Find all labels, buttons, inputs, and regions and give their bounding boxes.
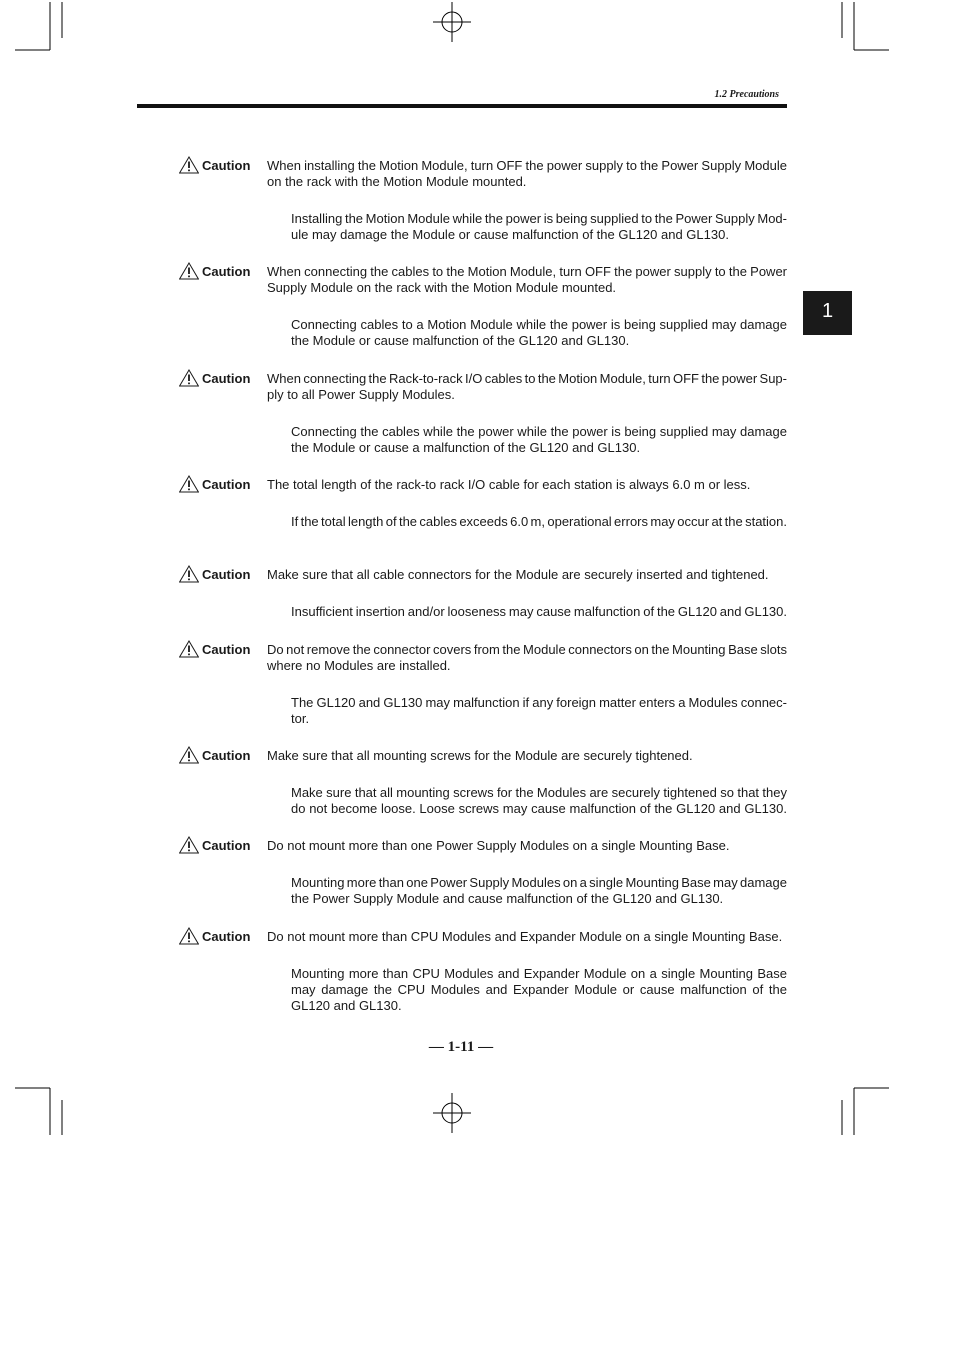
- statement-line: Do not mount more than CPU Modules and Expander Module on a single Mounting Base.: [267, 929, 783, 944]
- explanation-line: Connecting the cables while the power while the power is being supplied may damage: [291, 424, 787, 439]
- explanation-line: Insufficient insertion and/or looseness may cause malfunction of the GL120 and GL130.: [291, 604, 787, 619]
- caution-block: [0, 264, 954, 349]
- caution-label-text: Caution: [202, 371, 251, 386]
- explanation-line: If the total length of the cables exceeds 6.0 m, operational errors may occur at the station.: [291, 514, 787, 529]
- caution-label: [179, 371, 259, 387]
- page-number: — 1-11 —: [428, 1039, 494, 1055]
- explanation-line: Mounting more than one Power Supply Modules on a single Mounting Base may damage: [291, 875, 787, 890]
- explanation-line: Make sure that all mounting screws for the Modules are securely tightened so that they: [291, 785, 787, 800]
- explanation-line: the Power Supply Module and cause malfunction of the GL120 and GL130.: [291, 891, 724, 906]
- caution-label: [179, 929, 259, 945]
- warning-triangle-icon: [179, 156, 199, 174]
- caution-block: [0, 929, 954, 1014]
- caution-statement: [267, 371, 787, 403]
- caution-label: [179, 838, 259, 854]
- caution-statement: [267, 838, 787, 854]
- explanation-line: Connecting cables to a Motion Module while the power is being supplied may damage: [291, 317, 787, 332]
- caution-block: [0, 158, 954, 243]
- caution-label-text: Caution: [202, 929, 251, 944]
- statement-line: on the rack with the Motion Module mounted.: [267, 174, 527, 189]
- caution-explanation: [291, 317, 787, 349]
- chapter-tab-number: 1: [821, 300, 834, 322]
- explanation-line: do not become loose. Loose screws may cause malfunction of the GL120 and GL130.: [291, 801, 787, 816]
- caution-explanation: [291, 966, 787, 1014]
- registration-mark-bottom: [433, 1093, 471, 1133]
- warning-triangle-icon: [179, 369, 199, 387]
- caution-label-text: Caution: [202, 477, 251, 492]
- explanation-line: Installing the Motion Module while the power is being supplied to the Power Supply Mod-: [291, 211, 787, 226]
- statement-line: where no Modules are installed.: [267, 658, 451, 673]
- caution-label: [179, 567, 259, 583]
- caution-statement: [267, 567, 787, 583]
- running-head-section-title: 1.2 Precautions: [714, 89, 779, 100]
- crop-mark-top-left: [15, 2, 62, 50]
- warning-triangle-icon: [179, 640, 199, 658]
- registration-mark-top: [433, 2, 471, 42]
- caution-explanation: [291, 695, 787, 727]
- caution-label: [179, 477, 259, 493]
- crop-mark-top-right: [842, 2, 889, 50]
- explanation-line: ule may damage the Module or cause malfunction of the GL120 and GL130.: [291, 227, 729, 242]
- caution-explanation: [291, 875, 787, 907]
- caution-statement: [267, 748, 787, 764]
- warning-triangle-icon: [179, 475, 199, 493]
- explanation-line: tor.: [291, 711, 310, 726]
- warning-triangle-icon: [179, 262, 199, 280]
- caution-explanation: [291, 604, 787, 620]
- caution-label: [179, 158, 259, 174]
- caution-block: [0, 748, 954, 817]
- caution-label-text: Caution: [202, 642, 251, 657]
- statement-line: When installing the Motion Module, turn OFF the power supply to the Power Supply Module: [267, 158, 787, 173]
- caution-statement: [267, 929, 787, 945]
- caution-explanation: [291, 211, 787, 243]
- caution-label-text: Caution: [202, 158, 251, 173]
- caution-statement: [267, 477, 787, 493]
- caution-block: [0, 642, 954, 727]
- caution-explanation: [291, 424, 787, 456]
- caution-block: [0, 567, 954, 620]
- caution-label-text: Caution: [202, 838, 251, 853]
- statement-line: When connecting the cables to the Motion Module, turn OFF the power supply to the Power: [267, 264, 787, 279]
- caution-label: [179, 748, 259, 764]
- statement-line: When connecting the Rack-to-rack I/O cables to the Motion Module, turn OFF the power Sup-: [267, 371, 787, 386]
- statement-line: Do not mount more than one Power Supply Modules on a single Mounting Base.: [267, 838, 730, 853]
- caution-statement: [267, 158, 787, 190]
- header-rule: [137, 104, 787, 108]
- statement-line: Supply Module on the rack with the Motion Module mounted.: [267, 280, 617, 295]
- crop-mark-bottom-left: [15, 1088, 62, 1135]
- warning-triangle-icon: [179, 565, 199, 583]
- caution-label-text: Caution: [202, 748, 251, 763]
- statement-line: Make sure that all cable connectors for the Module are securely inserted and tightened.: [267, 567, 769, 582]
- explanation-line: the Module or cause malfunction of the GL120 and GL130.: [291, 333, 630, 348]
- explanation-line: Mounting more than CPU Modules and Expander Module on a single Mounting Base: [291, 966, 787, 981]
- caution-explanation: [291, 514, 787, 530]
- caution-block: [0, 838, 954, 907]
- warning-triangle-icon: [179, 746, 199, 764]
- explanation-line: The GL120 and GL130 may malfunction if any foreign matter enters a Modules connec-: [291, 695, 787, 710]
- warning-triangle-icon: [179, 836, 199, 854]
- caution-block: [0, 477, 954, 530]
- caution-label-text: Caution: [202, 264, 251, 279]
- caution-explanation: [291, 785, 787, 817]
- statement-line: ply to all Power Supply Modules.: [267, 387, 455, 402]
- statement-line: The total length of the rack-to rack I/O cable for each station is always 6.0 m or less.: [267, 477, 751, 492]
- caution-label: [179, 642, 259, 658]
- caution-label-text: Caution: [202, 567, 251, 582]
- caution-block: [0, 371, 954, 456]
- caution-statement: [267, 264, 787, 296]
- explanation-line: GL120 and GL130.: [291, 998, 402, 1013]
- statement-line: Do not remove the connector covers from the Module connectors on the Mounting Base slots: [267, 642, 787, 657]
- caution-label: [179, 264, 259, 280]
- explanation-line: may damage the CPU Modules and Expander Module or cause malfunction of the: [291, 982, 787, 997]
- explanation-line: the Module or cause a malfunction of the GL120 and GL130.: [291, 440, 641, 455]
- crop-mark-bottom-right: [842, 1088, 889, 1135]
- caution-statement: [267, 642, 787, 674]
- warning-triangle-icon: [179, 927, 199, 945]
- statement-line: Make sure that all mounting screws for the Module are securely tightened.: [267, 748, 693, 763]
